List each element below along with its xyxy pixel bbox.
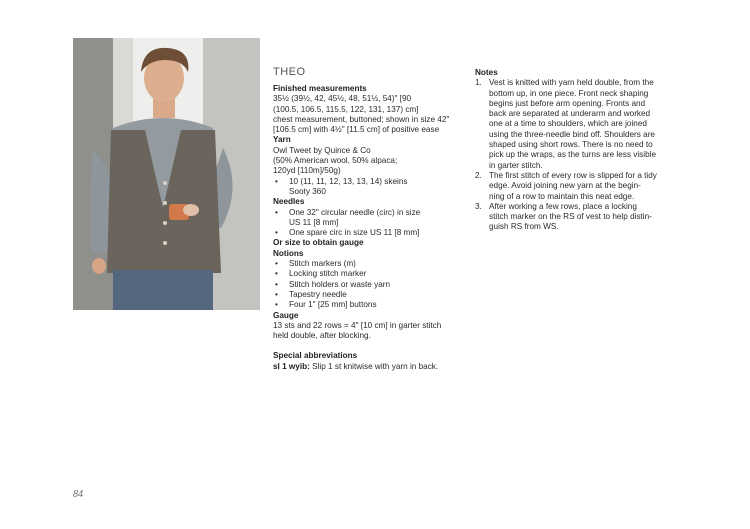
note-line: guish RS from WS. bbox=[489, 222, 559, 232]
abbreviation-entry bbox=[273, 362, 473, 372]
note-line: stitch marker on the RS of vest to help distin- bbox=[489, 212, 652, 222]
note-item bbox=[475, 78, 667, 171]
abbreviations-heading: Special abbreviations bbox=[273, 351, 358, 361]
notes-section bbox=[475, 68, 667, 233]
pattern-details bbox=[273, 66, 473, 372]
yarn-detail: (50% American wool, 50% alpaca; bbox=[273, 156, 398, 166]
list-item: • Locking stitch marker bbox=[273, 269, 473, 279]
note-line: After working a few rows, place a locking bbox=[489, 201, 637, 211]
note-number: 2. bbox=[475, 170, 482, 180]
notions-list bbox=[273, 259, 473, 310]
model-photo bbox=[73, 38, 260, 310]
finished-line: chest measurement, buttoned; shown in size 42" bbox=[273, 114, 450, 124]
needles-list bbox=[273, 228, 473, 238]
note-line: ning of a row to maintain this neat edge. bbox=[489, 191, 635, 201]
gauge-note: Or size to obtain gauge bbox=[273, 238, 364, 248]
abbreviation-term: sl 1 wyib: bbox=[273, 361, 310, 371]
finished-line: 35½ (39½, 42, 45½, 48, 51½, 54)" [90 bbox=[273, 94, 412, 104]
needles-list bbox=[273, 208, 473, 218]
yarn-name: Owl Tweet by Quince & Co bbox=[273, 145, 371, 155]
note-line: in garter stitch. bbox=[489, 160, 543, 170]
note-line: The first stitch of every row is slipped for a tidy bbox=[489, 170, 657, 180]
yarn-list bbox=[273, 177, 473, 187]
list-item: • Four 1" [25 mm] buttons bbox=[273, 300, 473, 310]
list-item: • Tapestry needle bbox=[273, 290, 473, 300]
note-line: edge. Avoid joining new yarn at the begin- bbox=[489, 181, 641, 191]
pattern-title: THEO bbox=[273, 66, 306, 78]
finished-line: (100.5, 106.5, 115.5, 122, 131, 137) cm] bbox=[273, 104, 419, 114]
page-number: 84 bbox=[73, 489, 83, 500]
list-item: • One 32" circular needle (circ) in size bbox=[273, 208, 473, 218]
finished-line: [106.5 cm] with 4½" [11.5 cm] of positive ease bbox=[273, 125, 440, 135]
note-number: 1. bbox=[475, 78, 482, 88]
list-item: • One spare circ in size US 11 [8 mm] bbox=[273, 228, 473, 238]
note-line: begins just before arm opening. Fronts and bbox=[489, 98, 646, 108]
notions-heading: Notions bbox=[273, 248, 304, 258]
list-item: • Stitch holders or waste yarn bbox=[273, 280, 473, 290]
note-item bbox=[475, 171, 667, 202]
note-line: back are separated at underarm and worked bbox=[489, 109, 651, 119]
note-line: Vest is knitted with yarn held double, from the bbox=[489, 78, 654, 88]
note-line: shaped using short rows. There is no need to bbox=[489, 140, 653, 150]
note-line: one at a time to shoulders, which are joined bbox=[489, 119, 647, 129]
finished-measurements-heading: Finished measurements bbox=[273, 84, 367, 93]
gauge-line: held double, after blocking. bbox=[273, 331, 371, 341]
notes-list bbox=[475, 78, 667, 232]
note-line: using the three-needle bind off. Shoulders are bbox=[489, 129, 655, 139]
needle-size: US 11 [8 mm] bbox=[289, 217, 339, 227]
needles-heading: Needles bbox=[273, 197, 305, 207]
notes-heading: Notes bbox=[475, 68, 498, 77]
yarn-detail: 120yd [110m]/50g) bbox=[273, 166, 341, 176]
list-item: • Stitch markers (m) bbox=[273, 259, 473, 269]
note-line: bottom up, in one piece. Front neck shaping bbox=[489, 88, 649, 98]
note-number: 3. bbox=[475, 201, 482, 211]
gauge-heading: Gauge bbox=[273, 310, 299, 320]
yarn-heading: Yarn bbox=[273, 135, 291, 145]
gauge-line: 13 sts and 22 rows = 4" [10 cm] in garter stitch bbox=[273, 320, 442, 330]
note-item bbox=[475, 202, 667, 233]
note-line: pick up the wraps, as the turns are less visible bbox=[489, 150, 657, 160]
yarn-color: Sooty 360 bbox=[289, 186, 326, 196]
list-item: • 10 (11, 11, 12, 13, 13, 14) skeins bbox=[273, 177, 473, 187]
abbreviation-definition: Slip 1 st knitwise with yarn in back. bbox=[309, 361, 439, 371]
